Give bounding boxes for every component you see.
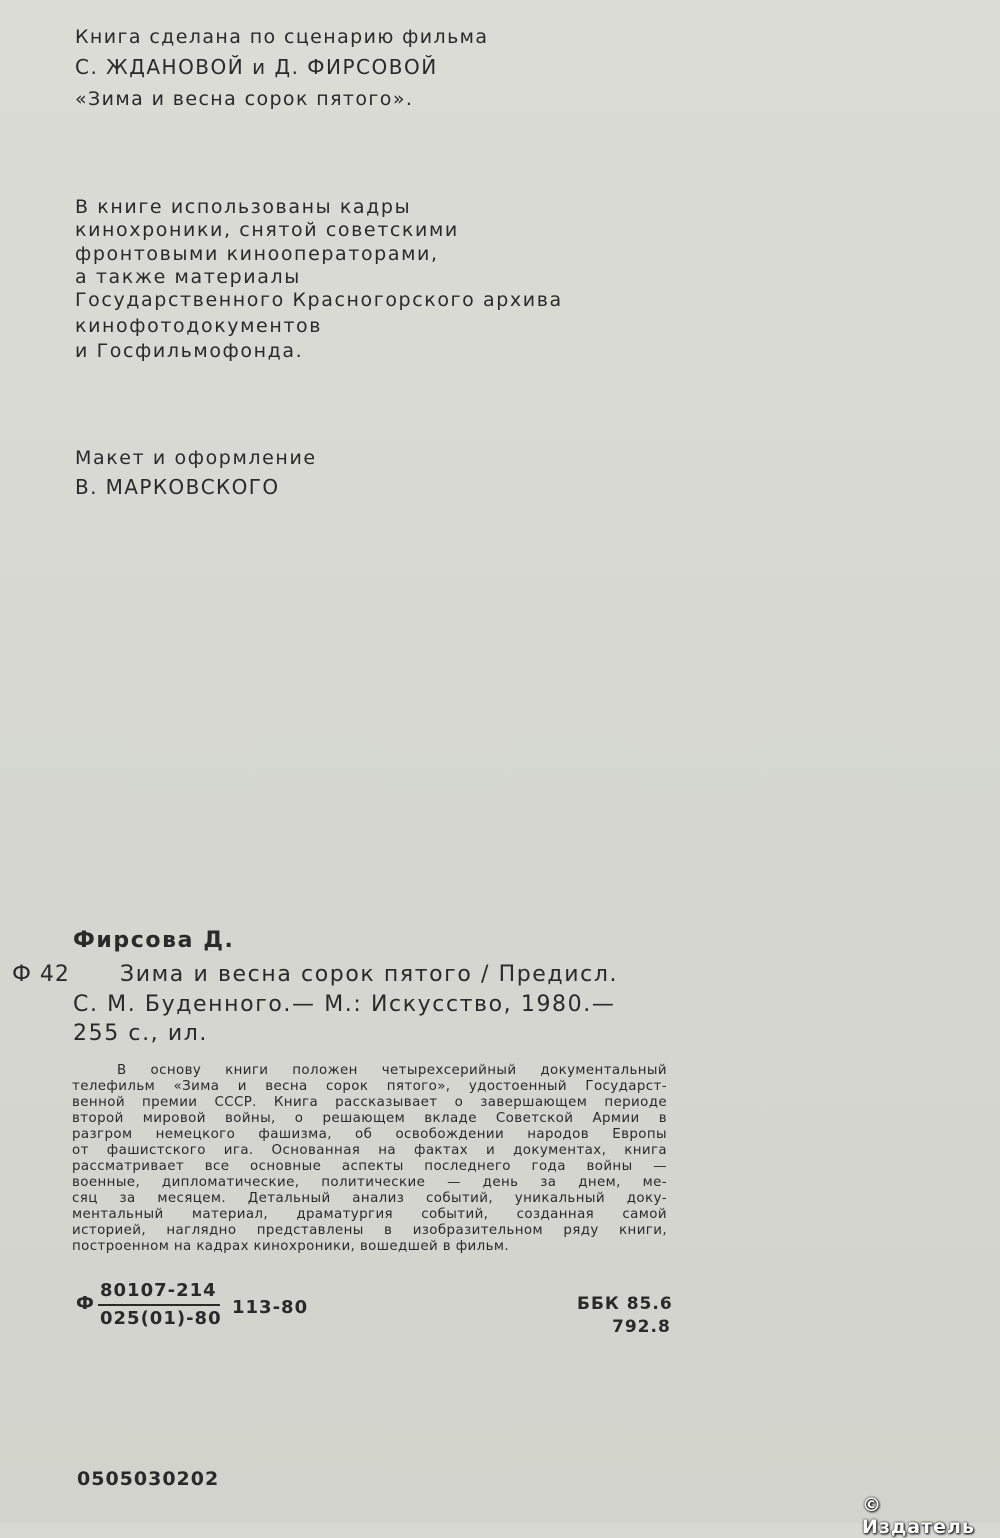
archive-credit-line: фронтовыми кинооператорами, [75, 243, 439, 265]
catalog-index: Ф 42 [12, 962, 70, 987]
abstract-line: военные, дипломатические, политические — день за днем, ме- [72, 1175, 667, 1190]
catalog-number: 0505030202 [77, 1468, 220, 1490]
screenplay-authors: С. ЖДАНОВОЙ и Д. ФИРСОВОЙ [75, 55, 438, 79]
catalog-title-line: 255 с., ил. [73, 1021, 209, 1046]
film-title-credit: «Зима и весна сорок пятого». [75, 88, 414, 110]
archive-credit-line: а также материалы [75, 266, 301, 288]
design-credit-line: Макет и оформление [75, 447, 317, 469]
archive-credit-line: и Госфильмофонда. [75, 340, 304, 362]
archive-credit-line: кинофотодокументов [75, 315, 323, 337]
abstract-line: построенном на кадрах кинохроники, вошедшей в фильм. [72, 1239, 510, 1254]
abstract-line: второй мировой войны, о решающем вкладе Советской Армии в [72, 1111, 667, 1126]
watermark: © Издатель [862, 1494, 975, 1538]
abstract-line: разгром немецкого фашизма, об освобождении народов Европы [72, 1127, 667, 1142]
code-fraction-bar [98, 1304, 220, 1306]
abstract-line: рассматривает все основные аспекты последнего года войны — [72, 1159, 667, 1174]
archive-credit-line: Государственного Красногорского архива [75, 289, 563, 311]
abstract-line: историей, наглядно представлены в изобразительном ряду книги, [72, 1223, 667, 1238]
catalog-abstract [72, 1063, 667, 1255]
archive-credit-line: кинохроники, снятой советскими [75, 219, 459, 241]
screenplay-credit-line: Книга сделана по сценарию фильма [75, 26, 489, 48]
abstract-line: ментальный материал, драматургия событий, созданная самой [72, 1207, 667, 1222]
code-letter: Ф [76, 1293, 94, 1314]
catalog-author: Фирсова Д. [73, 928, 235, 953]
catalog-title-line: С. М. Буденного.— М.: Искусство, 1980.— [73, 992, 616, 1017]
bbk-sub: 792.8 [612, 1317, 671, 1337]
abstract-line: венной премии СССР. Книга рассказывает о завершающем периоде [72, 1095, 667, 1110]
code-suffix: 113-80 [232, 1297, 309, 1318]
abstract-line: В основу книги положен четырехсерийный документальный [117, 1063, 667, 1078]
archive-credit-line: В книге использованы кадры [75, 196, 412, 218]
code-denominator: 025(01)-80 [100, 1308, 222, 1329]
code-numerator: 80107-214 [100, 1280, 217, 1301]
abstract-line: от фашистского ига. Основанная на фактах и документах, книга [72, 1143, 667, 1158]
designer-name: В. МАРКОВСКОГО [75, 475, 280, 499]
abstract-line: телефильм «Зима и весна сорок пятого», удостоенный Государст- [72, 1079, 667, 1094]
bbk-label: ББК 85.6 [577, 1294, 673, 1314]
catalog-title-line: Зима и весна сорок пятого / Предисл. [120, 962, 619, 987]
abstract-line: сяц за месяцем. Детальный анализ событий, уникальный доку- [72, 1191, 667, 1206]
